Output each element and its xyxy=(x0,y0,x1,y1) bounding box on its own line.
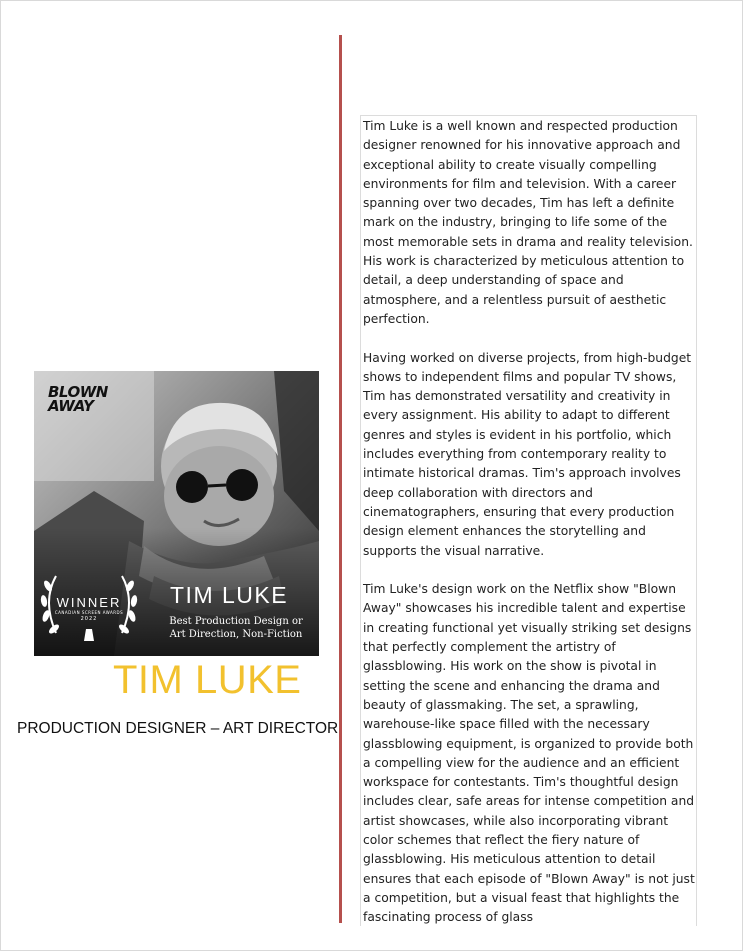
award-laurel: WINNER CANADIAN SCREEN AWARDS 2022 xyxy=(54,595,124,622)
show-logo: BLOWN AWAY xyxy=(48,383,108,415)
portrait-photo xyxy=(34,371,319,656)
vertical-divider xyxy=(339,35,342,923)
biography-text-box[interactable] xyxy=(360,115,697,926)
bio-paragraph: Tim Luke's design work on the Netflix show "Blown Away" showcases his incredible talent and expertise in creating functional yet visually striking set designs that perfectly complement the artistry of glassblowing. His work on the show is pivotal in setting the scene and enhancing the drama and beauty of glassmaking. The set, a sprawling, warehouse-like space filled with the necessary glassblowing equipment, is organized to provide both a compelling view for the audience and an efficient workspace for contestants. Tim's thoughtful design includes clear, safe areas for intense competition and artist showcases, while also incorporating vibrant color schemes that reflect the fiery nature of glassblowing. His meticulous attention to detail ensures that each episode of "Blown Away" is not just a competition, but a visual feast that highlights the fascinating process of glass xyxy=(363,582,695,925)
bio-paragraph: Tim Luke is a well known and respected production designer renowned for his innovative approach and exceptional ability to create visually compelling environments for film and television. With a career spanning over two decades, Tim has left a definite mark on the industry, bringing to life some of the most memorable sets in drama and reality television. His work is characterized by meticulous attention to detail, a deep understanding of space and atmosphere, and a relentless pursuit of aesthetic perfection. xyxy=(363,119,693,326)
bio-paragraph: Having worked on diverse projects, from high-budget shows to independent films and popular TV shows, Tim has demonstrated versatility and creativity in every assignment. His ability to adapt to different genres and styles is evident in his portfolio, which includes everything from contemporary reality to intimate historical dramas. Tim's approach involves deep collaboration with directors and cinematographers, ensuring that every production design element enhances the storytelling and supports the visual narrative. xyxy=(363,350,692,558)
person-role: PRODUCTION DESIGNER – ART DIRECTOR xyxy=(17,720,339,737)
photo-overlay-name: TIM LUKE xyxy=(170,582,289,608)
person-name: TIM LUKE xyxy=(113,658,302,702)
photo-award-caption: Best Production Design or Art Direction, Non-Fiction xyxy=(169,616,303,640)
